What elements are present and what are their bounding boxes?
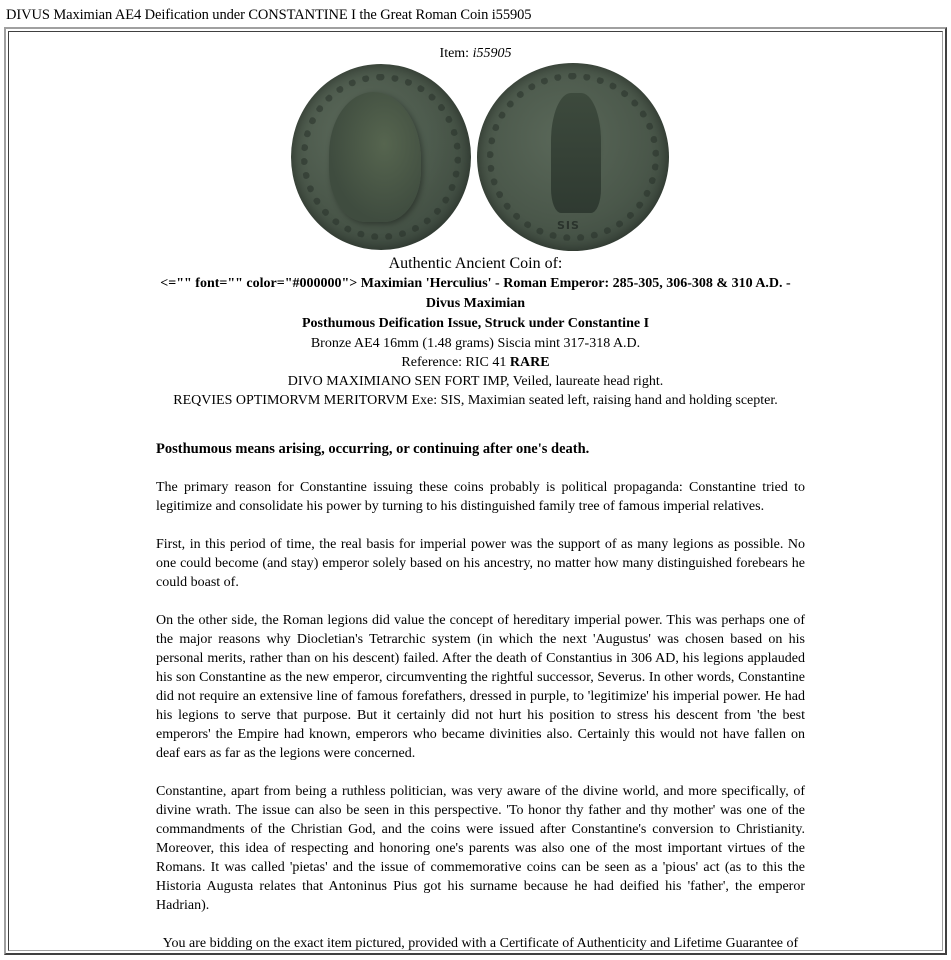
issue-line: Posthumous Deification Issue, Struck under Constantine I xyxy=(301,316,650,331)
paragraph-4: Constantine, apart from being a ruthless politician, was very aware of the divine world, and more specifically, of divine wrath. The issue can also be seen in this perspective. 'To honor thy father and thy mother' was one of the commandments of the Christian God, and the coins were issued after Constantine's conversion to Christianity. Moreover, this idea of respecting and honoring one's parents was also one of the most important virtues of the Romans. It was called 'pietas' and the issue of commemorative coins can be seen as a 'pious' act (as to this the Historia Augusta relates that Antoninus Pius got his surname because he had deified his 'father', the emperor Hadrian). xyxy=(156,784,805,913)
closing-paragraph: You are bidding on the exact item pictured, provided with a Certificate of Authenticity and Lifetime Guarantee of xyxy=(162,936,799,951)
coin-description xyxy=(9,254,942,410)
coin-reverse-icon xyxy=(477,63,669,251)
seated-figure-icon xyxy=(551,93,601,213)
ruler-line: <="" font="" color="#000000"> Maximian 'Herculius' - Roman Emperor: 285-305, 306-308 & 310 A.D. - xyxy=(160,276,791,291)
lead-paragraph: Posthumous means arising, occurring, or continuing after one's death. xyxy=(156,441,590,457)
paragraph-3: On the other side, the Roman legions did value the concept of hereditary imperial power. This was perhaps one of the major reasons why Diocletian's Tetrarchic system (in which the next 'Augustus' was chosen based on his personal merits, rather than on his descent) failed. After the death of Constantius in 306 AD, his legions applauded his son Constantine as the new emperor, circumventing the rightful successor, Severus. In other words, Constantine did not require an extensive line of famous forefathers, dressed in purple, to 'legitimize' his imperial power. He had his legions to serve that purpose. But it certainly did not hurt his position to stress his descent from 'the best emperors' the Empire had known, emperors who became divinities also. Certainly this would not have fallen on deaf ears as far as the legions were concerned. xyxy=(156,613,805,761)
rarity-badge: RARE xyxy=(509,355,550,370)
authentic-heading: Authentic Ancient Coin of: xyxy=(388,255,563,272)
veiled-bust-icon xyxy=(329,92,421,222)
reference-line xyxy=(9,353,942,372)
paragraph-1: The primary reason for Constantine issuing these coins probably is political propaganda: Constantine tried to legitimize and consolidate his power by turning to his distinguished family tree of famous imperial relatives. xyxy=(156,480,805,514)
coin-obverse-icon xyxy=(291,64,471,250)
reference-label: Reference: RIC 41 xyxy=(401,355,507,370)
item-label: Item: xyxy=(439,46,470,61)
item-number xyxy=(9,45,942,62)
reverse-description: REQVIES OPTIMORVM MERITORVM Exe: SIS, Maximian seated left, raising hand and holding scepter. xyxy=(173,393,778,408)
page-title: DIVUS Maximian AE4 Deification under CONSTANTINE I the Great Roman Coin i55905 xyxy=(6,7,532,23)
divus-line: Divus Maximian xyxy=(425,296,526,311)
item-id: i55905 xyxy=(472,46,512,61)
specs-line: Bronze AE4 16mm (1.48 grams) Siscia mint 317-318 A.D. xyxy=(310,336,641,351)
listing-frame-inner xyxy=(8,31,943,951)
exergue-mark: SIS xyxy=(557,219,580,232)
coin-photo xyxy=(285,61,677,253)
listing-frame xyxy=(4,27,947,955)
paragraph-2: First, in this period of time, the real basis for imperial power was the support of as many legions as possible. No one could become (and stay) emperor solely based on his ancestry, no matter how many distinguished forebears he could boast of. xyxy=(156,537,805,590)
obverse-description: DIVO MAXIMIANO SEN FORT IMP, Veiled, laureate head right. xyxy=(287,374,664,389)
article-body xyxy=(156,440,805,951)
